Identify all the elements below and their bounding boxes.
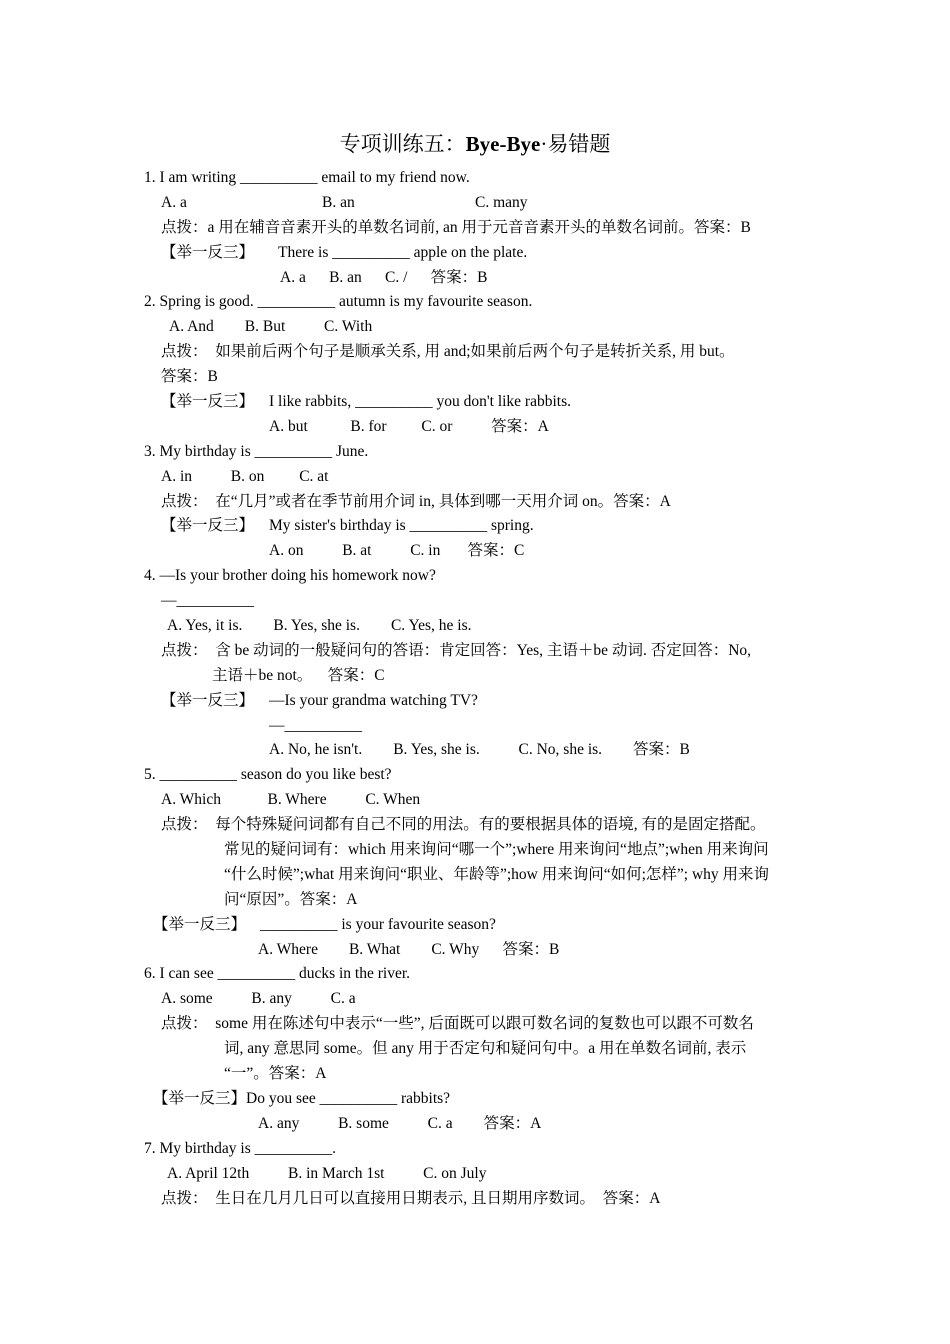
q4-practice-label: 【举一反三】 [161, 692, 255, 709]
q2-options: A. And B. But C. With [169, 318, 373, 335]
q1-option-c: C. many [475, 194, 528, 211]
question-5: 5. __________ season do you like best? [144, 766, 392, 783]
q3-practice-label: 【举一反三】 [161, 517, 255, 534]
q3-hint: 点拨： 在“几月”或者在季节前用介词 in, 具体到哪一天用介词 on。答案：A [161, 493, 671, 510]
q3-practice-options: A. on B. at C. in 答案：C [269, 542, 525, 559]
q5-hint-cont-3: 问“原因”。答案：A [224, 891, 358, 908]
q1-practice-label: 【举一反三】 [161, 244, 255, 261]
q4-blank: —__________ [161, 592, 254, 609]
q5-practice: __________ is your favourite season? [260, 916, 496, 933]
q5-hint-cont-2: “什么时候”;what 用来询问“职业、年龄等”;how 用来询问“如何;怎样”; why 用来询 [224, 866, 770, 883]
q3-options: A. in B. on C. at [161, 468, 329, 485]
q2-practice-options: A. but B. for C. or 答案：A [269, 418, 549, 435]
q5-hint-cont-1: 常见的疑问词有：which 用来询问“哪一个”;where 用来询问“地点”;when 用来询问 [224, 841, 769, 858]
q6-options: A. some B. any C. a [161, 990, 356, 1007]
question-4: 4. —Is your brother doing his homework now? [144, 567, 436, 584]
q4-practice-options: A. No, he isn't. B. Yes, she is. C. No, she is. 答案：B [269, 741, 690, 758]
q5-options: A. Which B. Where C. When [161, 791, 421, 808]
question-3: 3. My birthday is __________ June. [144, 443, 369, 460]
q4-hint: 点拨： 含 be 动词的一般疑问句的答语：肯定回答：Yes, 主语＋be 动词. 否定回答：No, [161, 642, 752, 659]
q5-hint: 点拨： 每个特殊疑问词都有自己不同的用法。有的要根据具体的语境, 有的是固定搭配。 [161, 816, 766, 833]
q1-option-a: A. a [161, 194, 187, 211]
question-6: 6. I can see __________ ducks in the river. [144, 965, 411, 982]
q6-hint: 点拨： some 用在陈述句中表示“一些”, 后面既可以跟可数名词的复数也可以跟不可数名 [161, 1015, 754, 1032]
q2-hint: 点拨： 如果前后两个句子是顺承关系, 用 and;如果前后两个句子是转折关系, 用 but。 [161, 343, 735, 360]
q3-practice: My sister's birthday is __________ spring. [269, 517, 534, 534]
q6-practice: 【举一反三】Do you see __________ rabbits? [153, 1090, 451, 1107]
q4-practice-blank: —__________ [269, 717, 362, 734]
q5-practice-label: 【举一反三】 [153, 916, 247, 933]
q1-option-b: B. an [322, 194, 355, 211]
q7-options: A. April 12th B. in March 1st C. on July [167, 1165, 487, 1182]
q4-practice: —Is your grandma watching TV? [269, 692, 478, 709]
q6-hint-cont-1: 词, any 意思同 some。但 any 用于否定句和疑问句中。a 用在单数名词前, 表示 [224, 1040, 747, 1057]
q4-hint-cont: 主语＋be not。 答案：C [212, 667, 385, 684]
page-title: 专项训练五：Bye-Bye·易错题 [339, 132, 611, 156]
q2-answer: 答案：B [161, 368, 218, 385]
question-1: 1. I am writing __________ email to my friend now. [144, 169, 470, 186]
q1-practice: There is __________ apple on the plate. [278, 244, 528, 261]
q6-practice-options: A. any B. some C. a 答案：A [258, 1115, 542, 1132]
q1-practice-options: A. a B. an C. / 答案：B [280, 269, 488, 286]
question-7: 7. My birthday is __________. [144, 1140, 337, 1157]
q2-practice-label: 【举一反三】 [161, 393, 255, 410]
q7-hint: 点拨： 生日在几月几日可以直接用日期表示, 且日期用序数词。 答案：A [161, 1190, 661, 1207]
q1-hint: 点拨：a 用在辅音音素开头的单数名词前, an 用于元音音素开头的单数名词前。答案：B [161, 219, 751, 236]
q2-practice: I like rabbits, __________ you don't like rabbits. [269, 393, 571, 410]
q6-hint-cont-2: “一”。答案：A [224, 1065, 327, 1082]
q4-options: A. Yes, it is. B. Yes, she is. C. Yes, he is. [167, 617, 472, 634]
q5-practice-options: A. Where B. What C. Why 答案：B [258, 941, 560, 958]
question-2: 2. Spring is good. __________ autumn is my favourite season. [144, 293, 533, 310]
